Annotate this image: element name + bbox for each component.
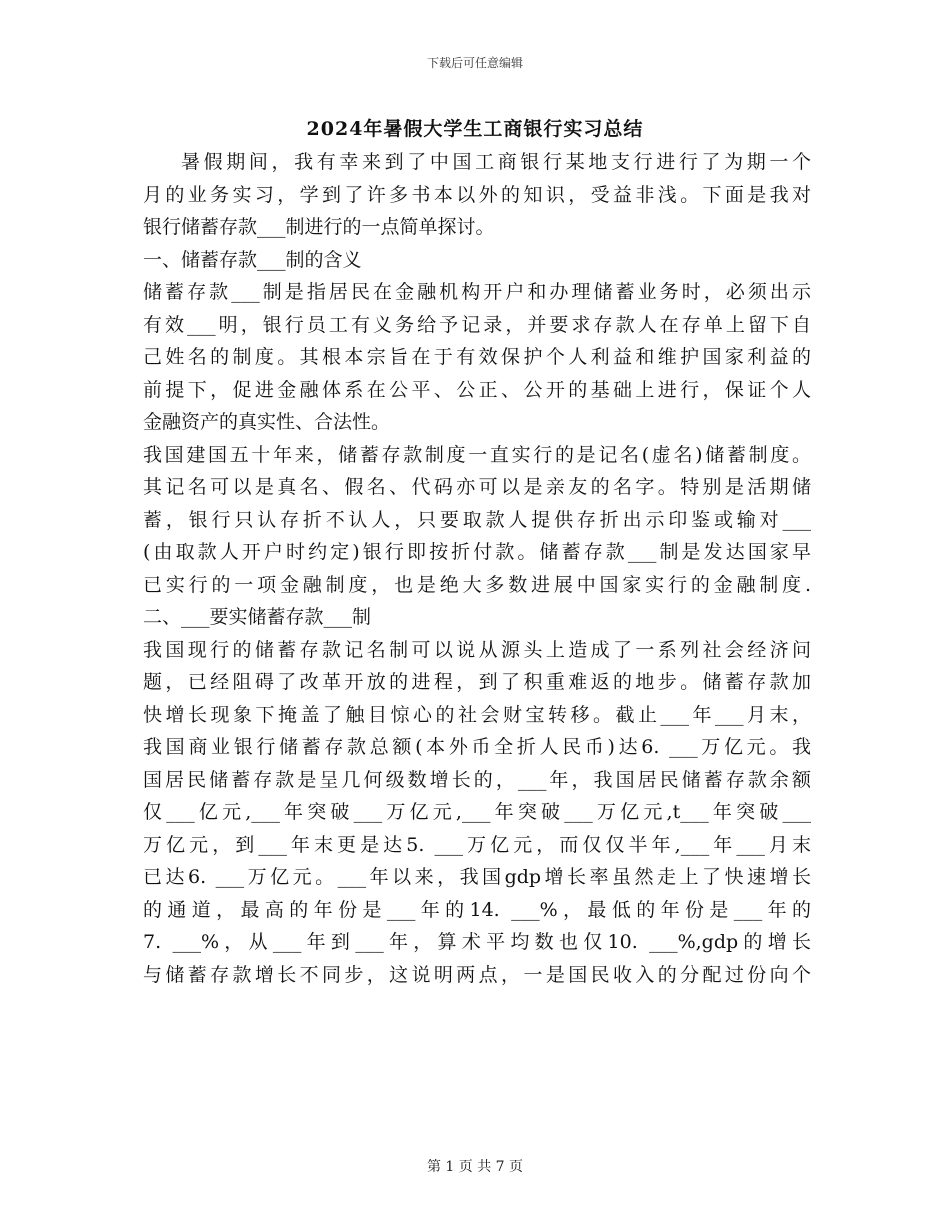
- document-title: 2024年暑假大学生工商银行实习总结: [306, 118, 644, 140]
- body-line: 己姓名的制度。其根本宗旨在于有效保护个人利益和维护国家利益的: [143, 346, 811, 368]
- body-line: 我国商业银行储蓄存款总额(本外币全折人民币)达6. ___万亿元。我: [143, 736, 811, 758]
- body-line: 已达6. ___万亿元。___年以来，我国gdp增长率虽然走上了快速增长: [143, 866, 811, 888]
- body-line: 题，已经阻碍了改革开放的进程，到了积重难返的地步。储蓄存款加: [143, 671, 811, 693]
- body-line: 7. ___%，从___年到___年，算术平均数也仅10. ___%,gdp的增长: [143, 931, 811, 953]
- body-line: 我国现行的储蓄存款记名制可以说从源头上造成了一系列社会经济问: [143, 638, 811, 661]
- body-line: 国居民储蓄存款是呈几何级数增长的，___年，我国居民储蓄存款余额: [143, 768, 811, 791]
- body-line: 金融资产的真实性、合法性。: [143, 411, 391, 433]
- body-line: 其记名可以是真名、假名、代码亦可以是亲友的名字。特别是活期储: [143, 476, 811, 498]
- section-heading: 二、___要实储蓄存款___制: [143, 606, 372, 628]
- body-line: 暑假期间，我有幸来到了中国工商银行某地支行进行了为期一个: [181, 151, 811, 173]
- body-line: 银行储蓄存款___制进行的一点简单探讨。: [143, 216, 495, 238]
- body-line: 仅___亿元,___年突破___万亿元,___年突破___万亿元,t___年突破___: [143, 801, 811, 823]
- body-line: 蓄，银行只认存折不认人，只要取款人提供存折出示印鉴或输对___: [143, 508, 811, 531]
- body-line: 储蓄存款___制是指居民在金融机构开户和办理储蓄业务时，必须出示: [143, 281, 811, 303]
- section-heading: 一、储蓄存款___制的含义: [143, 248, 362, 271]
- document-body: [143, 146, 811, 991]
- body-line: 已实行的一项金融制度，也是绝大多数进展中国家实行的金融制度.: [143, 573, 811, 596]
- body-line: 与储蓄存款增长不同步，这说明两点，一是国民收入的分配过份向个: [143, 963, 811, 986]
- page-number: 第 1 页 共 7 页: [426, 1159, 524, 1175]
- page-header-note: 下载后可任意编辑: [426, 56, 523, 70]
- body-line: (由取款人开户时约定)银行即按折付款。储蓄存款___制是发达国家早: [143, 541, 811, 563]
- body-line: 万亿元，到___年末更是达5. ___万亿元，而仅仅半年,___年___月末: [143, 833, 811, 856]
- body-line: 我国建国五十年来，储蓄存款制度一直实行的是记名(虚名)储蓄制度。: [143, 443, 811, 466]
- body-line: 快增长现象下掩盖了触目惊心的社会财宝转移。截止___年___月末，: [143, 703, 811, 726]
- body-line: 月的业务实习，学到了许多书本以外的知识，受益非浅。下面是我对: [143, 183, 811, 206]
- body-line: 有效___明，银行员工有义务给予记录，并要求存款人在存单上留下自: [143, 313, 811, 336]
- body-line: 前提下，促进金融体系在公平、公正、公开的基础上进行，保证个人: [143, 378, 811, 401]
- body-line: 的通道，最高的年份是___年的14. ___%，最低的年份是___年的: [143, 898, 811, 921]
